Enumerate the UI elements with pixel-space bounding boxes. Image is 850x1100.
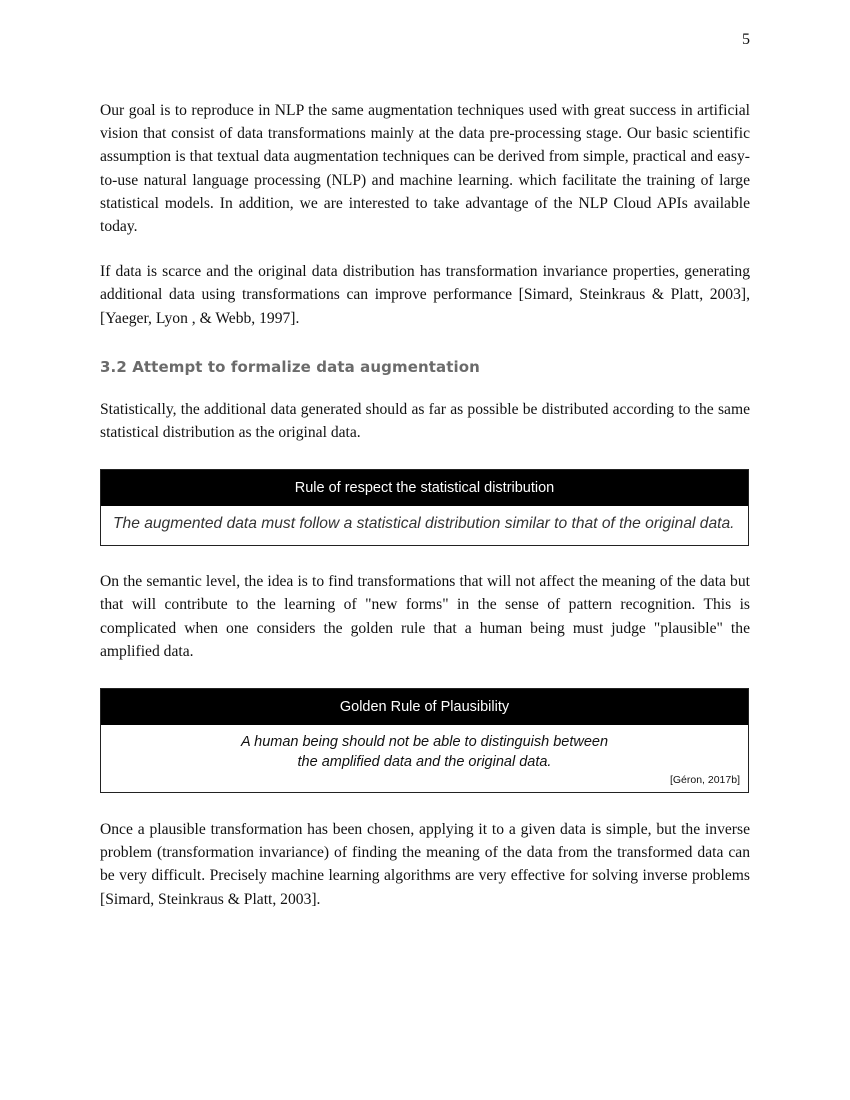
paragraph-semantic: On the semantic level, the idea is to find transformations that will not affect the meaning of the data but that will contribute to the learning of "new forms" in the sense of pattern recognition. This is complicated when one considers the golden rule that a human being must judge "plausible" the amplified data. xyxy=(100,573,750,660)
rule-box-line: the amplified data and the original data. xyxy=(297,754,552,771)
page-content xyxy=(100,99,750,911)
rule-box-line: A human being should not be able to distinguish between xyxy=(240,734,609,751)
rule-box-body xyxy=(101,725,748,772)
paragraph-inverse-problem: Once a plausible transformation has been chosen, applying it to a given data is simple, but the inverse problem (transformation invariance) of finding the meaning of the data from the transformed data can be very difficult. Precisely machine learning algorithms are very effective for solving inverse problems [Simard, Steinkraus & Platt, 2003]. xyxy=(100,821,750,908)
paragraph-goal: Our goal is to reproduce in NLP the same augmentation techniques used with great success in artificial vision that consist of data transformations mainly at the data pre-processing stage. Our basic scientific assumption is that textual data augmentation techniques can be derived from simple, practical and easy-to-use natural language processing (NLP) and machine learning. which facilitate the training of large statistical models. In addition, we are interested to take advantage of the NLP Cloud APIs available today. xyxy=(100,102,750,236)
section-heading: 3.2 Attempt to formalize data augmentation xyxy=(100,357,480,376)
paragraph-scarce-data: If data is scarce and the original data distribution has transformation invariance properties, generating additional data using transformations can improve performance [Simard, Steinkraus & Platt, 2003], [Yaeger, Lyon , & Webb, 1997]. xyxy=(100,263,750,327)
rule-box-plausibility xyxy=(100,688,749,793)
rule-box-body: The augmented data must follow a statistical distribution similar to that of the original data. xyxy=(113,515,735,533)
rule-box-title: Rule of respect the statistical distribution xyxy=(101,470,748,506)
rule-box-statistical xyxy=(100,469,749,546)
rule-box-title: Golden Rule of Plausibility xyxy=(101,689,748,725)
paragraph-statistical: Statistically, the additional data generated should as far as possible be distributed according to the same statistical distribution as the original data. xyxy=(100,400,750,442)
rule-box-citation: [Géron, 2017b] xyxy=(669,774,740,787)
page-number: 5 xyxy=(742,31,750,48)
